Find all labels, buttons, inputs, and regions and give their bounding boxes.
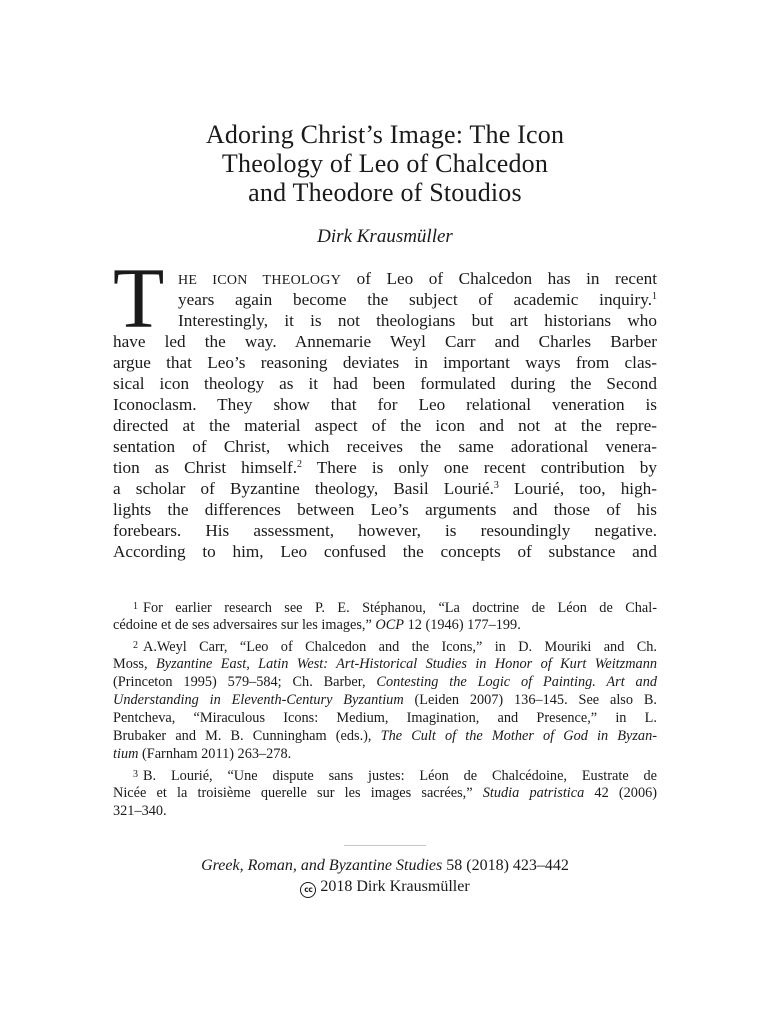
body-line: Iconoclasm. They show that for Leo relational veneration is — [113, 395, 657, 414]
body-line: forebears. His assessment, however, is resoundingly negative. — [113, 521, 657, 540]
copyright-text: 2018 Dirk Krausmüller — [320, 878, 470, 895]
body-line: sical icon theology as it had been formulated during the Second — [113, 374, 657, 393]
body-line: years again become the subject of academic inquiry.$^1$ — [178, 290, 657, 309]
footnote-line: cédoine et de ses adversaires sur les images,” OCP 12 (1946) 177–199. — [113, 617, 521, 633]
body-paragraph — [113, 251, 657, 562]
footnote-line: tium (Farnham 2011) 263–278. — [113, 746, 292, 762]
footer-divider — [344, 845, 426, 846]
drop-cap: T — [113, 251, 165, 346]
body-line: According to him, Leo confused the concepts of substance and — [113, 542, 657, 561]
footnote-line: 321–340. — [113, 803, 167, 819]
body-line: a scholar of Byzantine theology, Basil Lourié.$^3$ Lourié, too, high- — [113, 479, 657, 498]
footnote-3 — [113, 766, 657, 820]
journal-details: 58 (2018) 423–442 — [442, 857, 569, 874]
footnote-line: Nicée et la troisième querelle sur les images sacrées,” Studia patristica 42 (2006) — [113, 785, 657, 801]
body-line: argue that Leo’s reasoning deviates in important ways from clas- — [113, 353, 657, 372]
copyright-notice — [113, 877, 657, 898]
footnote-line: Brubaker and M. B. Cunningham (eds.), The Cult of the Mother of God in Byzan- — [113, 728, 657, 744]
body-line: lights the differences between Leo’s arguments and those of his — [113, 500, 657, 519]
footnote-line: $^3$ B. Lourié, “Une dispute sans justes: Léon de Chalcédoine, Eustrate de — [133, 768, 657, 784]
footnote-ref[interactable]: 2 — [297, 459, 303, 470]
footnote-line: $^1$ For earlier research see P. E. Stéphanou, “La doctrine de Léon de Chal- — [133, 600, 657, 616]
footnote-line: Pentcheva, “Miraculous Icons: Medium, Imagination, and Presence,” in L. — [113, 710, 657, 726]
title-line: and Theodore of Stoudios — [248, 178, 522, 207]
footnote-ref[interactable]: 1 — [652, 291, 657, 302]
body-line: sentation of Christ, which receives the same adorational venera- — [113, 437, 657, 456]
title-line: Adoring Christ’s Image: The Icon — [205, 120, 565, 149]
body-line: directed at the material aspect of the icon and not at the repre- — [113, 416, 657, 435]
smallcaps-lead: HE ICON THEOLOGY — [178, 273, 342, 288]
body-line: tion as Christ himself.$^2$ There is only one recent contribution by — [113, 458, 657, 477]
footnote-line: (Princeton 1995) 579–584; Ch. Barber, Contesting the Logic of Painting. Art and — [113, 674, 657, 690]
footnote-ref[interactable]: 3 — [493, 480, 499, 491]
footnote-1 — [113, 598, 657, 634]
footnote-line: $^2$ A.Weyl Carr, “Leo of Chalcedon and the Icons,” in D. Mouriki and Ch. — [133, 639, 657, 655]
footnote-line: Moss, Byzantine East, Latin West: Art-Historical Studies in Honor of Kurt Weitzmann — [113, 656, 657, 672]
footnotes — [113, 598, 657, 823]
footnote-number: 1 — [133, 601, 138, 612]
body-line: have led the way. Annemarie Weyl Carr and Charles Barber — [113, 332, 657, 351]
body-line: HE ICON THEOLOGY of Leo of Chalcedon has in recent — [178, 269, 657, 288]
article-title — [113, 120, 657, 207]
footnote-2 — [113, 637, 657, 763]
journal-citation — [113, 856, 657, 876]
journal-name: Greek, Roman, and Byzantine Studies — [201, 857, 443, 874]
title-line: Theology of Leo of Chalcedon — [221, 149, 549, 178]
body-line: Interestingly, it is not theologians but art historians who — [178, 311, 657, 330]
article-author: Dirk Krausmüller — [317, 226, 453, 247]
article-page — [113, 0, 657, 1024]
footnote-number: 3 — [133, 769, 138, 780]
creative-commons-icon: cc — [300, 882, 316, 898]
footnote-number: 2 — [133, 640, 138, 651]
footnote-line: Understanding in Eleventh-Century Byzantium (Leiden 2007) 136–145. See also B. — [113, 692, 657, 708]
